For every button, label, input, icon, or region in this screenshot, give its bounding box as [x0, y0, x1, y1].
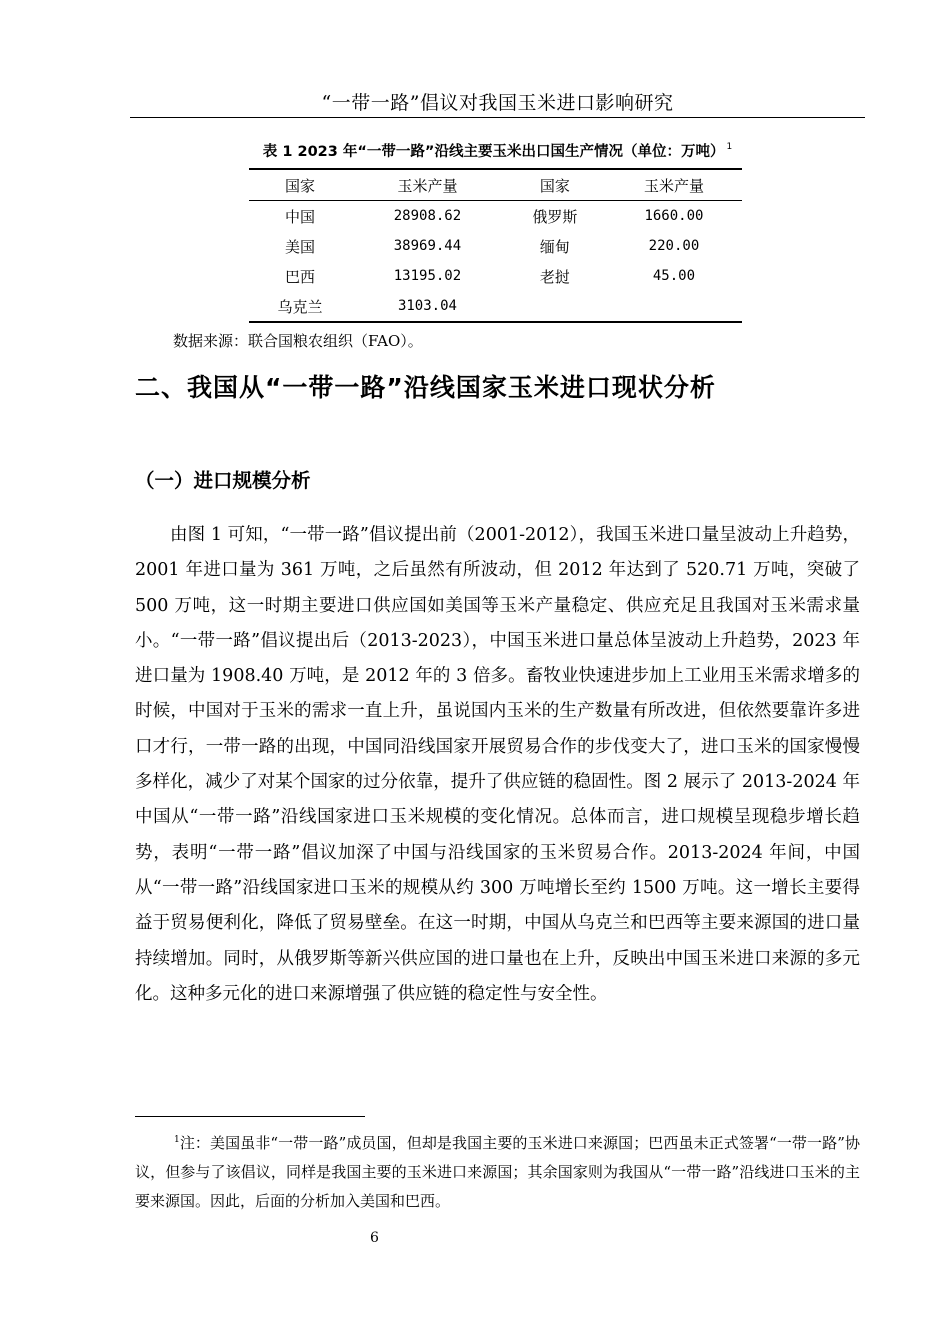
body-paragraph: 由图 1 可知，“一带一路”倡议提出前（2001-2012），我国玉米进口量呈波动上升趋势，2001 年进口量为 361 万吨，之后虽然有所波动，但 2012 年达到了 520.71 万吨，突破了 500 万吨，这一时期主要进口供应国如美国等玉米产量稳定、供应充足且我国对玉米需求量小。“一带一路”倡议提出后（2013-2023），中国玉米进口量总体呈波动上升趋势，2023 年进口量为 1908.40 万吨，是 2012 年的 3 倍多。畜牧业快速进步加上工业用玉米需求增多的时候，中国对于玉米的需求一直上升，虽说国内玉米的生产数量有所改进，但依然要靠许多进口才行，一带一路的出现，中国同沿线国家开展贸易合作的步伐变大了，进口玉米的国家慢慢多样化，减少了对某个国家的过分依靠，提升了供应链的稳固性。图 2 展示了 2013-2024 年中国从“一带一路”沿线国家进口玉米规模的变化情况。总体而言，进口规模呈现稳步增长趋势，表明“一带一路”倡议加深了中国与沿线国家的玉米贸易合作。2013-2024 年间，中国从“一带一路”沿线国家进口玉米的规模从约 300 万吨增长至约 1500 万吨。这一增长主要得益于贸易便利化，降低了贸易壁垒。在这一时期，中国从乌克兰和巴西等主要来源国的进口量持续增加。同时，从俄罗斯等新兴供应国的进口量也在上升，反映出中国玉米进口来源的多元化。这种多元化的进口来源增强了供应链的稳定性与安全性。 — [135, 525, 860, 1004]
table-row — [249, 201, 742, 232]
footnote-text: 注：美国虽非“一带一路”成员国，但却是我国主要的玉米进口来源国；巴西虽未正式签署“一带一路”协议，但参与了该倡议，同样是我国主要的玉米进口来源国；其余国家则为我国从“一带一路”沿线进口玉米的主要来源国。因此，后面的分析加入美国和巴西。 — [135, 1134, 860, 1210]
header-divider — [130, 117, 865, 118]
table-row — [249, 231, 742, 261]
subsection-heading: （一）进口规模分析 — [135, 469, 311, 492]
footnote-reference: 1 — [726, 142, 733, 152]
footnote-divider — [135, 1116, 365, 1117]
table-cell: 38969.44 — [393, 238, 462, 254]
table-cell: 45.00 — [652, 268, 696, 284]
table-cell: 中国 — [285, 207, 316, 226]
table-cell — [504, 291, 606, 322]
table-cell: 乌克兰 — [277, 297, 323, 316]
table-header-row — [249, 169, 742, 201]
table-cell: 13195.02 — [393, 268, 462, 284]
table-cell: 220.00 — [648, 238, 700, 254]
table-caption-text: 表 1 2023 年“一带一路”沿线主要玉米出口国生产情况（单位：万吨） — [262, 144, 725, 160]
table-cell: 1660.00 — [644, 208, 704, 224]
table-source-note: 数据来源：联合国粮农组织（FAO）。 — [173, 332, 423, 350]
running-header: “一带一路”倡议对我国玉米进口影响研究 — [321, 92, 674, 114]
corn-production-table — [249, 168, 742, 323]
column-header-country: 国家 — [285, 176, 316, 195]
table-row — [249, 291, 742, 322]
column-header-output: 玉米产量 — [397, 176, 458, 195]
table-caption — [130, 140, 865, 161]
section-heading: 二、我国从“一带一路”沿线国家玉米进口现状分析 — [135, 373, 716, 402]
table-cell: 28908.62 — [393, 208, 462, 224]
table-cell: 美国 — [285, 237, 316, 256]
table-cell: 老挝 — [539, 267, 570, 286]
table-cell: 俄罗斯 — [532, 207, 578, 226]
column-header-country: 国家 — [539, 176, 570, 195]
column-header-output: 玉米产量 — [643, 176, 704, 195]
table-cell: 缅甸 — [539, 237, 570, 256]
table-cell — [606, 291, 742, 322]
footnote — [135, 1126, 860, 1216]
footnote-mark: 1 — [174, 1135, 180, 1145]
table-row — [249, 261, 742, 291]
table-cell: 巴西 — [285, 267, 316, 286]
page-number: 6 — [370, 1230, 379, 1246]
table-cell: 3103.04 — [397, 298, 457, 314]
